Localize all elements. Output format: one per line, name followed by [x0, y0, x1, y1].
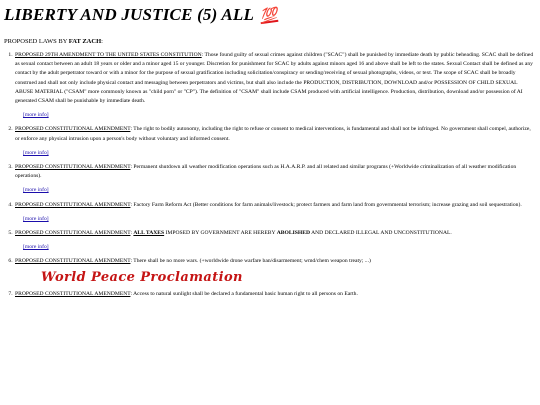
law-text: : Permanent shutdown all weather modification operations such as H.A.A.R.P. and all related and similar programs (+Worldwide criminalization of all weather modification operations).: [15, 164, 517, 180]
byline: PROPOSED LAWS BY FAT ZACH:: [4, 38, 103, 45]
law-heading: PROPOSED CONSTITUTIONAL AMENDMENT: [15, 126, 131, 133]
law-heading: PROPOSED CONSTITUTIONAL AMENDMENT: [15, 201, 131, 208]
more-info-link[interactable]: [more info]: [23, 112, 49, 119]
law-heading: PROPOSED CONSTITUTIONAL AMENDMENT: [15, 290, 131, 297]
more-info-link[interactable]: [more info]: [23, 187, 49, 194]
law-text-pre: :: [130, 230, 134, 237]
law-text: : Factory Farm Reform Act (Better conditions for farm animals/livestock; protect farmers and farm land from governmental terrorism; increase grazing and soil sequestration).: [130, 201, 522, 208]
world-peace-proclamation: World Peace Proclamation: [41, 269, 243, 285]
more-info-link[interactable]: [more info]: [23, 215, 49, 222]
law-text-mid: IMPOSED BY GOVERNMENT ARE HEREBY: [164, 230, 277, 237]
byline-prefix: PROPOSED LAWS BY: [4, 38, 68, 45]
page-title: [4, 4, 534, 28]
law-item-5: [14, 229, 534, 252]
law-heading: PROPOSED CONSTITUTIONAL AMENDMENT: [15, 230, 131, 237]
laws-list: [4, 51, 534, 299]
byline-author: FAT ZACH: [68, 38, 102, 45]
page-title-text: LIBERTY AND JUSTICE (5) ALL: [4, 5, 254, 24]
law-text-post: AND DECLARED ILLEGAL AND UNCONSTITUTIONAL.: [310, 230, 452, 237]
law-text: : Those found guilty of sexual crimes against children ("SCAC") shall be punished by immediate death by public beheading. SCAC shall be defined as sexual contact between an adult 18 years or older and a minor aged 15 or younger. Discretion for punishment for SCAC by adults against minors aged 16 and above shall be left to the states. Sexual Contact shall be defined as any contact by the adult perpetrator toward or with a minor for the purpose of sexual gratification including solicitation/conspiracy or sending/receiving of sexual photographs, videos, or text. The scope of SCAC shall be broadly construed and shall not only include physical contact and messaging between perpetrators and victims, but shall also include the PRODUCTION, DISTRIBUTION, DOWNLOAD and/or POSSESSION OF CHILD SEXUAL ABUSE MATERIAL ("CSAM" more commonly known as "child porn" or "CP"). The definition of "CSAM" shall include CSAM produced with artificial intelligence. Production, distribution, download and/or possession of AI generated CSAM shall be punishable by immediate death.: [15, 52, 534, 105]
law-item-4: [14, 201, 534, 224]
law-heading: PROPOSED 29TH AMENDMENT TO THE UNITED STATES CONSTITUTION: [15, 52, 202, 58]
law-item-3: [14, 163, 534, 196]
law-item-6: [14, 257, 534, 285]
law-heading: PROPOSED CONSTITUTIONAL AMENDMENT: [15, 258, 131, 265]
more-info-link[interactable]: [more info]: [23, 244, 49, 251]
law-item-2: [14, 125, 534, 158]
law-text: : There shall be no more wars. (+worldwide drone warfare ban/disarmement; wmd/chem weapon treaty; ...): [130, 258, 371, 265]
law-text: : Access to natural sunlight shall be declared a fundamental basic human right to all persons on Earth.: [130, 290, 358, 297]
abolished-emphasis: ABOLISHED: [276, 230, 310, 237]
law-item-7: [14, 290, 534, 299]
law-item-1: [14, 51, 534, 120]
more-info-link[interactable]: [more info]: [23, 149, 49, 156]
law-heading: PROPOSED CONSTITUTIONAL AMENDMENT: [15, 164, 131, 171]
law-text: : The right to bodily autonomy, including the right to refuse or consent to medical interventions, is fundamental and shall not be infringed. No government shall compel, authorize, or enforce any physical intrusion upon a person's body without voluntary and informed consent.: [15, 126, 531, 142]
hundred-points-icon: 💯: [258, 7, 279, 26]
all-taxes-emphasis: ALL TAXES: [133, 230, 165, 237]
